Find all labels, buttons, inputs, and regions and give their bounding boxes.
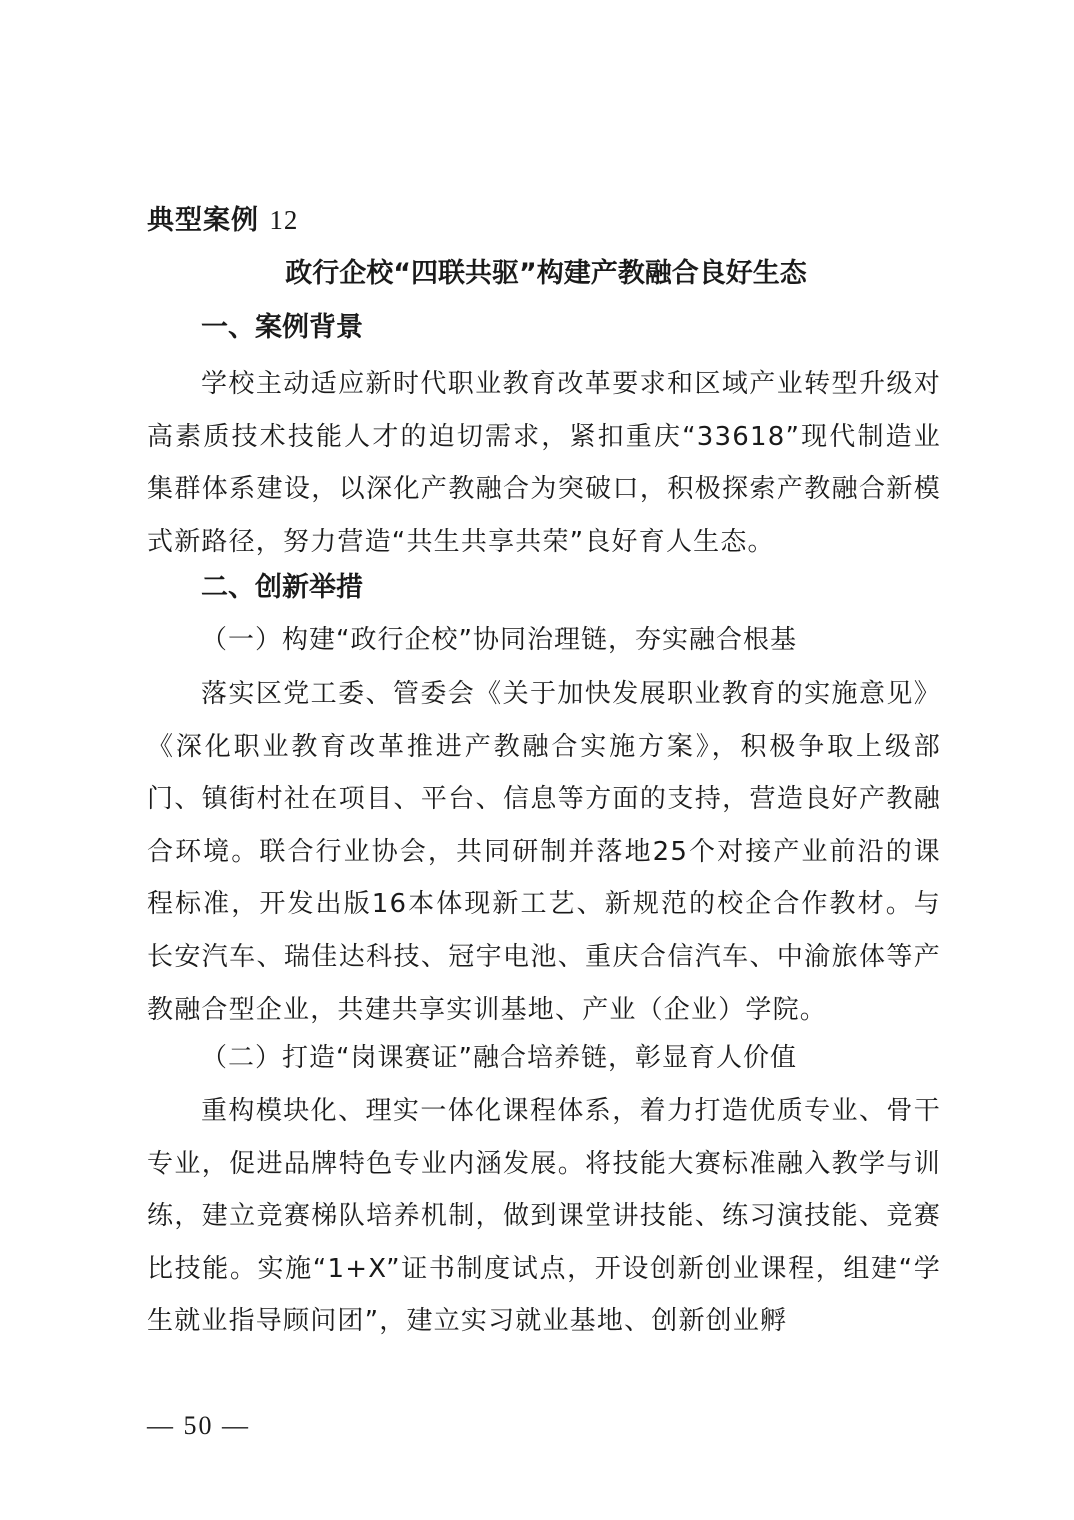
subsection-heading-training: （二）打造“岗课赛证”融合培养链，彰显育人价值 bbox=[201, 1043, 797, 1073]
section-heading-measures: 二、创新举措 bbox=[201, 572, 363, 603]
document-title: 政行企校“四联共驱”构建产教融合良好生态 bbox=[285, 258, 807, 289]
case-label bbox=[147, 200, 298, 241]
page-number: — 50 — bbox=[147, 1411, 250, 1440]
case-label-number: 12 bbox=[269, 205, 299, 235]
case-label-prefix: 典型案例 bbox=[147, 205, 259, 236]
paragraph-training: 重构模块化、理实一体化课程体系，着力打造优质专业、骨干专业，促进品牌特色专业内涵发展。将技能大赛标准融入教学与训练，建立竞赛梯队培养机制，做到课堂讲技能、练习演技能、竞赛比技能。实施“1+X”证书制度试点，开设创新创业课程，组建“学生就业指导顾问团”，建立实习就业基地、创新创业孵 bbox=[147, 1096, 941, 1337]
paragraph-governance: 落实区党工委、管委会《关于加快发展职业教育的实施意见》《深化职业教育改革推进产教融合实施方案》，积极争取上级部门、镇街村社在项目、平台、信息等方面的支持，营造良好产教融合环境。联合行业协会，共同研制并落地25个对接产业前沿的课程标准，开发出版16本体现新工艺、新规范的校企合作教材。与长安汽车、瑞佳达科技、冠宇电池、重庆合信汽车、中渝旅体等产教融合型企业，共建共享实训基地、产业（企业）学院。 bbox=[147, 679, 941, 1025]
section-heading-background: 一、案例背景 bbox=[201, 312, 363, 343]
paragraph-background: 学校主动适应新时代职业教育改革要求和区域产业转型升级对高素质技术技能人才的迫切需求，紧扣重庆“33618”现代制造业集群体系建设，以深化产教融合为突破口，积极探索产教融合新模式新路径，努力营造“共生共享共荣”良好育人生态。 bbox=[147, 369, 941, 557]
subsection-heading-governance: （一）构建“政行企校”协同治理链，夯实融合根基 bbox=[201, 625, 797, 655]
